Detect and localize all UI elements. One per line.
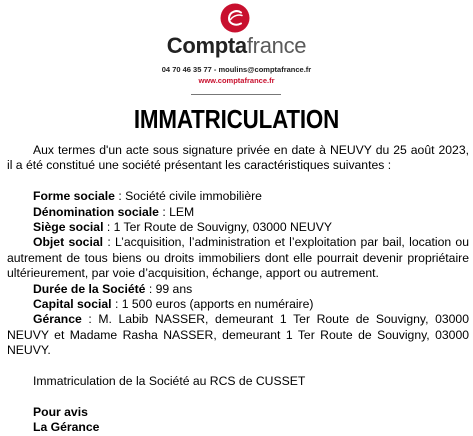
contact-line: 04 70 46 35 77 - moulins@comptafrance.fr bbox=[161, 65, 312, 74]
field-value: : L’acquisition, l’administration et l’exploitation par bail, location ou autrement de tous biens ou droits immobiliers dont elle pourrait devenir propriétaire ultérieurement, par voie d’acquisition, échange, apport ou autrement. bbox=[7, 235, 469, 281]
field-label: Objet social bbox=[33, 235, 104, 250]
closing-signature: La Gérance bbox=[33, 420, 100, 435]
closing-pour-avis: Pour avis bbox=[33, 404, 88, 419]
registration-line: Immatriculation de la Société au RCS de CUSSET bbox=[33, 374, 306, 389]
field-siege-social bbox=[7, 220, 469, 235]
comptafrance-logo-icon bbox=[220, 3, 250, 33]
header-divider bbox=[191, 94, 281, 95]
brand-name-part2: france bbox=[246, 33, 307, 58]
brand-name bbox=[0, 34, 473, 58]
field-value: : M. Labib NASSER, demeurant 1 Ter Route de Souvigny, 03000 NEUVY et Madame Rasha NASSER, demeurant 1 Ter Route de Souvigny, 03000 NEUVY. bbox=[7, 312, 469, 358]
intro-paragraph: Aux termes d'un acte sous signature privée en date à NEUVY du 25 août 2023, il a été constitué une société présentant les caractéristiques suivantes : bbox=[7, 143, 469, 173]
company-logo bbox=[0, 0, 473, 102]
spacer bbox=[7, 389, 469, 404]
field-denomination bbox=[7, 205, 469, 220]
field-label: Siège social bbox=[33, 220, 104, 235]
field-objet-social bbox=[7, 235, 469, 281]
spacer bbox=[7, 359, 469, 374]
notice-title: IMMATRICULATION bbox=[133, 104, 340, 134]
field-label: Forme sociale bbox=[33, 189, 115, 204]
spacer bbox=[7, 174, 469, 189]
field-gerance bbox=[7, 312, 469, 358]
field-label: Gérance bbox=[33, 312, 82, 327]
brand-name-part1: Compta bbox=[166, 33, 247, 58]
field-label: Dénomination sociale bbox=[33, 204, 159, 219]
website-link[interactable]: www.comptafrance.fr bbox=[198, 76, 275, 85]
field-value: : Société civile immobilière bbox=[114, 189, 262, 204]
notice-body bbox=[7, 143, 469, 436]
field-label: Durée de la Société bbox=[33, 281, 146, 296]
field-value: : 1 Ter Route de Souvigny, 03000 NEUVY bbox=[103, 220, 332, 235]
field-label: Capital social bbox=[33, 297, 112, 312]
field-value: : 1 500 euros (apports en numéraire) bbox=[111, 297, 314, 312]
field-value: : 99 ans bbox=[145, 281, 193, 296]
field-value: : LEM bbox=[158, 204, 195, 219]
field-capital bbox=[7, 297, 469, 312]
field-duree bbox=[7, 282, 469, 297]
field-forme-sociale bbox=[7, 189, 469, 204]
